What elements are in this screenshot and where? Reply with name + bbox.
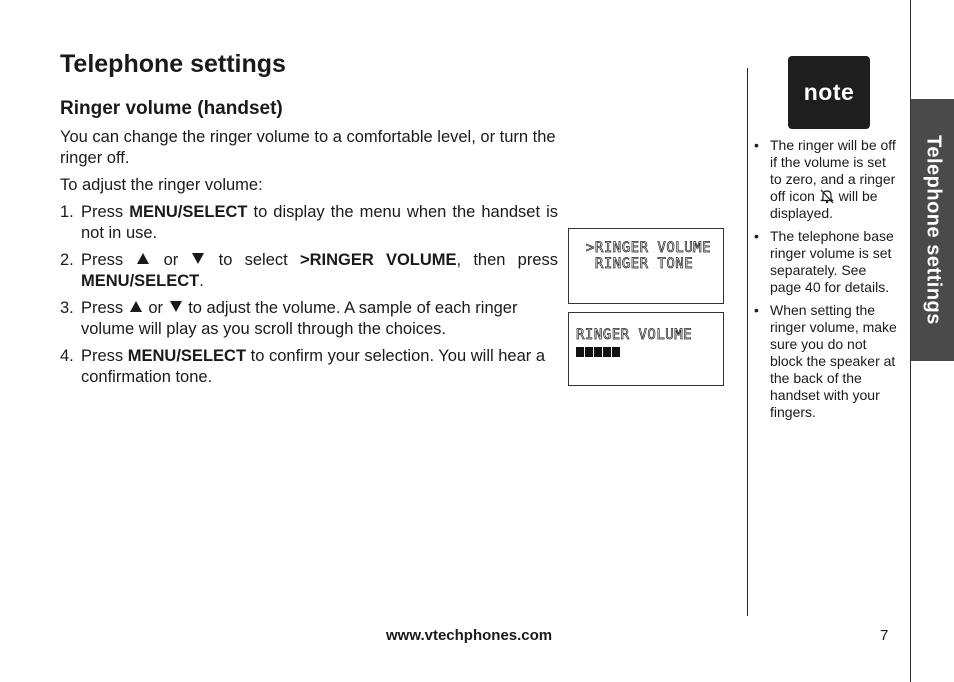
column-divider xyxy=(747,68,748,616)
menu-item-label: >RINGER VOLUME xyxy=(299,251,457,269)
step-2 xyxy=(60,250,558,292)
step-text: . xyxy=(199,272,204,290)
section-tab xyxy=(911,99,954,361)
lcd-menu-screen xyxy=(568,228,724,304)
down-arrow-icon xyxy=(192,253,204,264)
step-number: 1. xyxy=(60,203,74,221)
steps-list xyxy=(60,202,558,388)
note-text: will be displayed. xyxy=(770,188,878,221)
key-label: MENU/SELECT xyxy=(81,272,200,290)
step-text: , then press xyxy=(456,251,558,269)
note-item: • The telephone base ringer volume is set separately. See page 40 for details. xyxy=(752,228,898,296)
step-text: Press xyxy=(81,203,130,221)
volume-level-bars xyxy=(576,347,620,357)
page-title: Telephone settings xyxy=(60,50,286,78)
lcd-line-1: >RINGER VOLUME xyxy=(586,240,712,256)
intro-paragraph: You can change the ringer volume to a comfortable level, or turn the ringer off. xyxy=(60,128,556,167)
step-text: Press xyxy=(81,251,136,269)
key-label: MENU/SELECT xyxy=(127,347,247,365)
step-text: to adjust the volume. A sample of each ringer volume will play as you scroll through the choices. xyxy=(81,299,518,338)
note-text: The ringer will be off if the volume is set to zero, and a ringer off icon xyxy=(770,137,896,204)
step-4 xyxy=(60,346,558,388)
step-text: or xyxy=(151,251,191,269)
section-heading: Ringer volume (handset) xyxy=(60,98,283,119)
up-arrow-icon xyxy=(137,253,149,264)
step-3 xyxy=(60,298,558,340)
section-tab-label: Telephone settings xyxy=(922,135,944,325)
step-number: 4. xyxy=(60,347,74,365)
lead-paragraph: To adjust the ringer volume: xyxy=(60,176,263,194)
note-item: • When setting the ringer volume, make sure you do not block the speaker at the back of the handset with your fingers. xyxy=(752,302,898,421)
volume-block xyxy=(585,347,593,357)
volume-block xyxy=(576,347,584,357)
note-item xyxy=(752,137,898,222)
step-text: Press xyxy=(81,299,128,317)
up-arrow-icon xyxy=(130,301,142,312)
step-number: 2. xyxy=(60,251,74,269)
volume-block xyxy=(594,347,602,357)
step-text: or xyxy=(143,299,168,317)
step-text: Press xyxy=(81,347,128,365)
volume-block xyxy=(612,347,620,357)
note-badge: note xyxy=(788,56,870,129)
lcd-line-1: RINGER VOLUME xyxy=(576,327,693,343)
step-text: to select xyxy=(206,251,300,269)
step-number: 3. xyxy=(60,299,74,317)
footer-url: www.vtechphones.com xyxy=(386,627,553,644)
notes-list xyxy=(752,137,898,427)
step-text: to display the menu when the handset is not in use. xyxy=(81,203,558,242)
page-number: 7 xyxy=(880,627,889,644)
key-label: MENU/SELECT xyxy=(129,203,248,221)
down-arrow-icon xyxy=(170,301,182,312)
lcd-volume-screen xyxy=(568,312,724,386)
lcd-line-2: RINGER TONE xyxy=(586,256,694,272)
step-1 xyxy=(60,202,558,244)
body-text xyxy=(60,127,558,394)
volume-block xyxy=(603,347,611,357)
step-text: to confirm your selection. You will hear a confirmation tone. xyxy=(81,347,546,386)
ringer-off-icon xyxy=(819,188,835,204)
